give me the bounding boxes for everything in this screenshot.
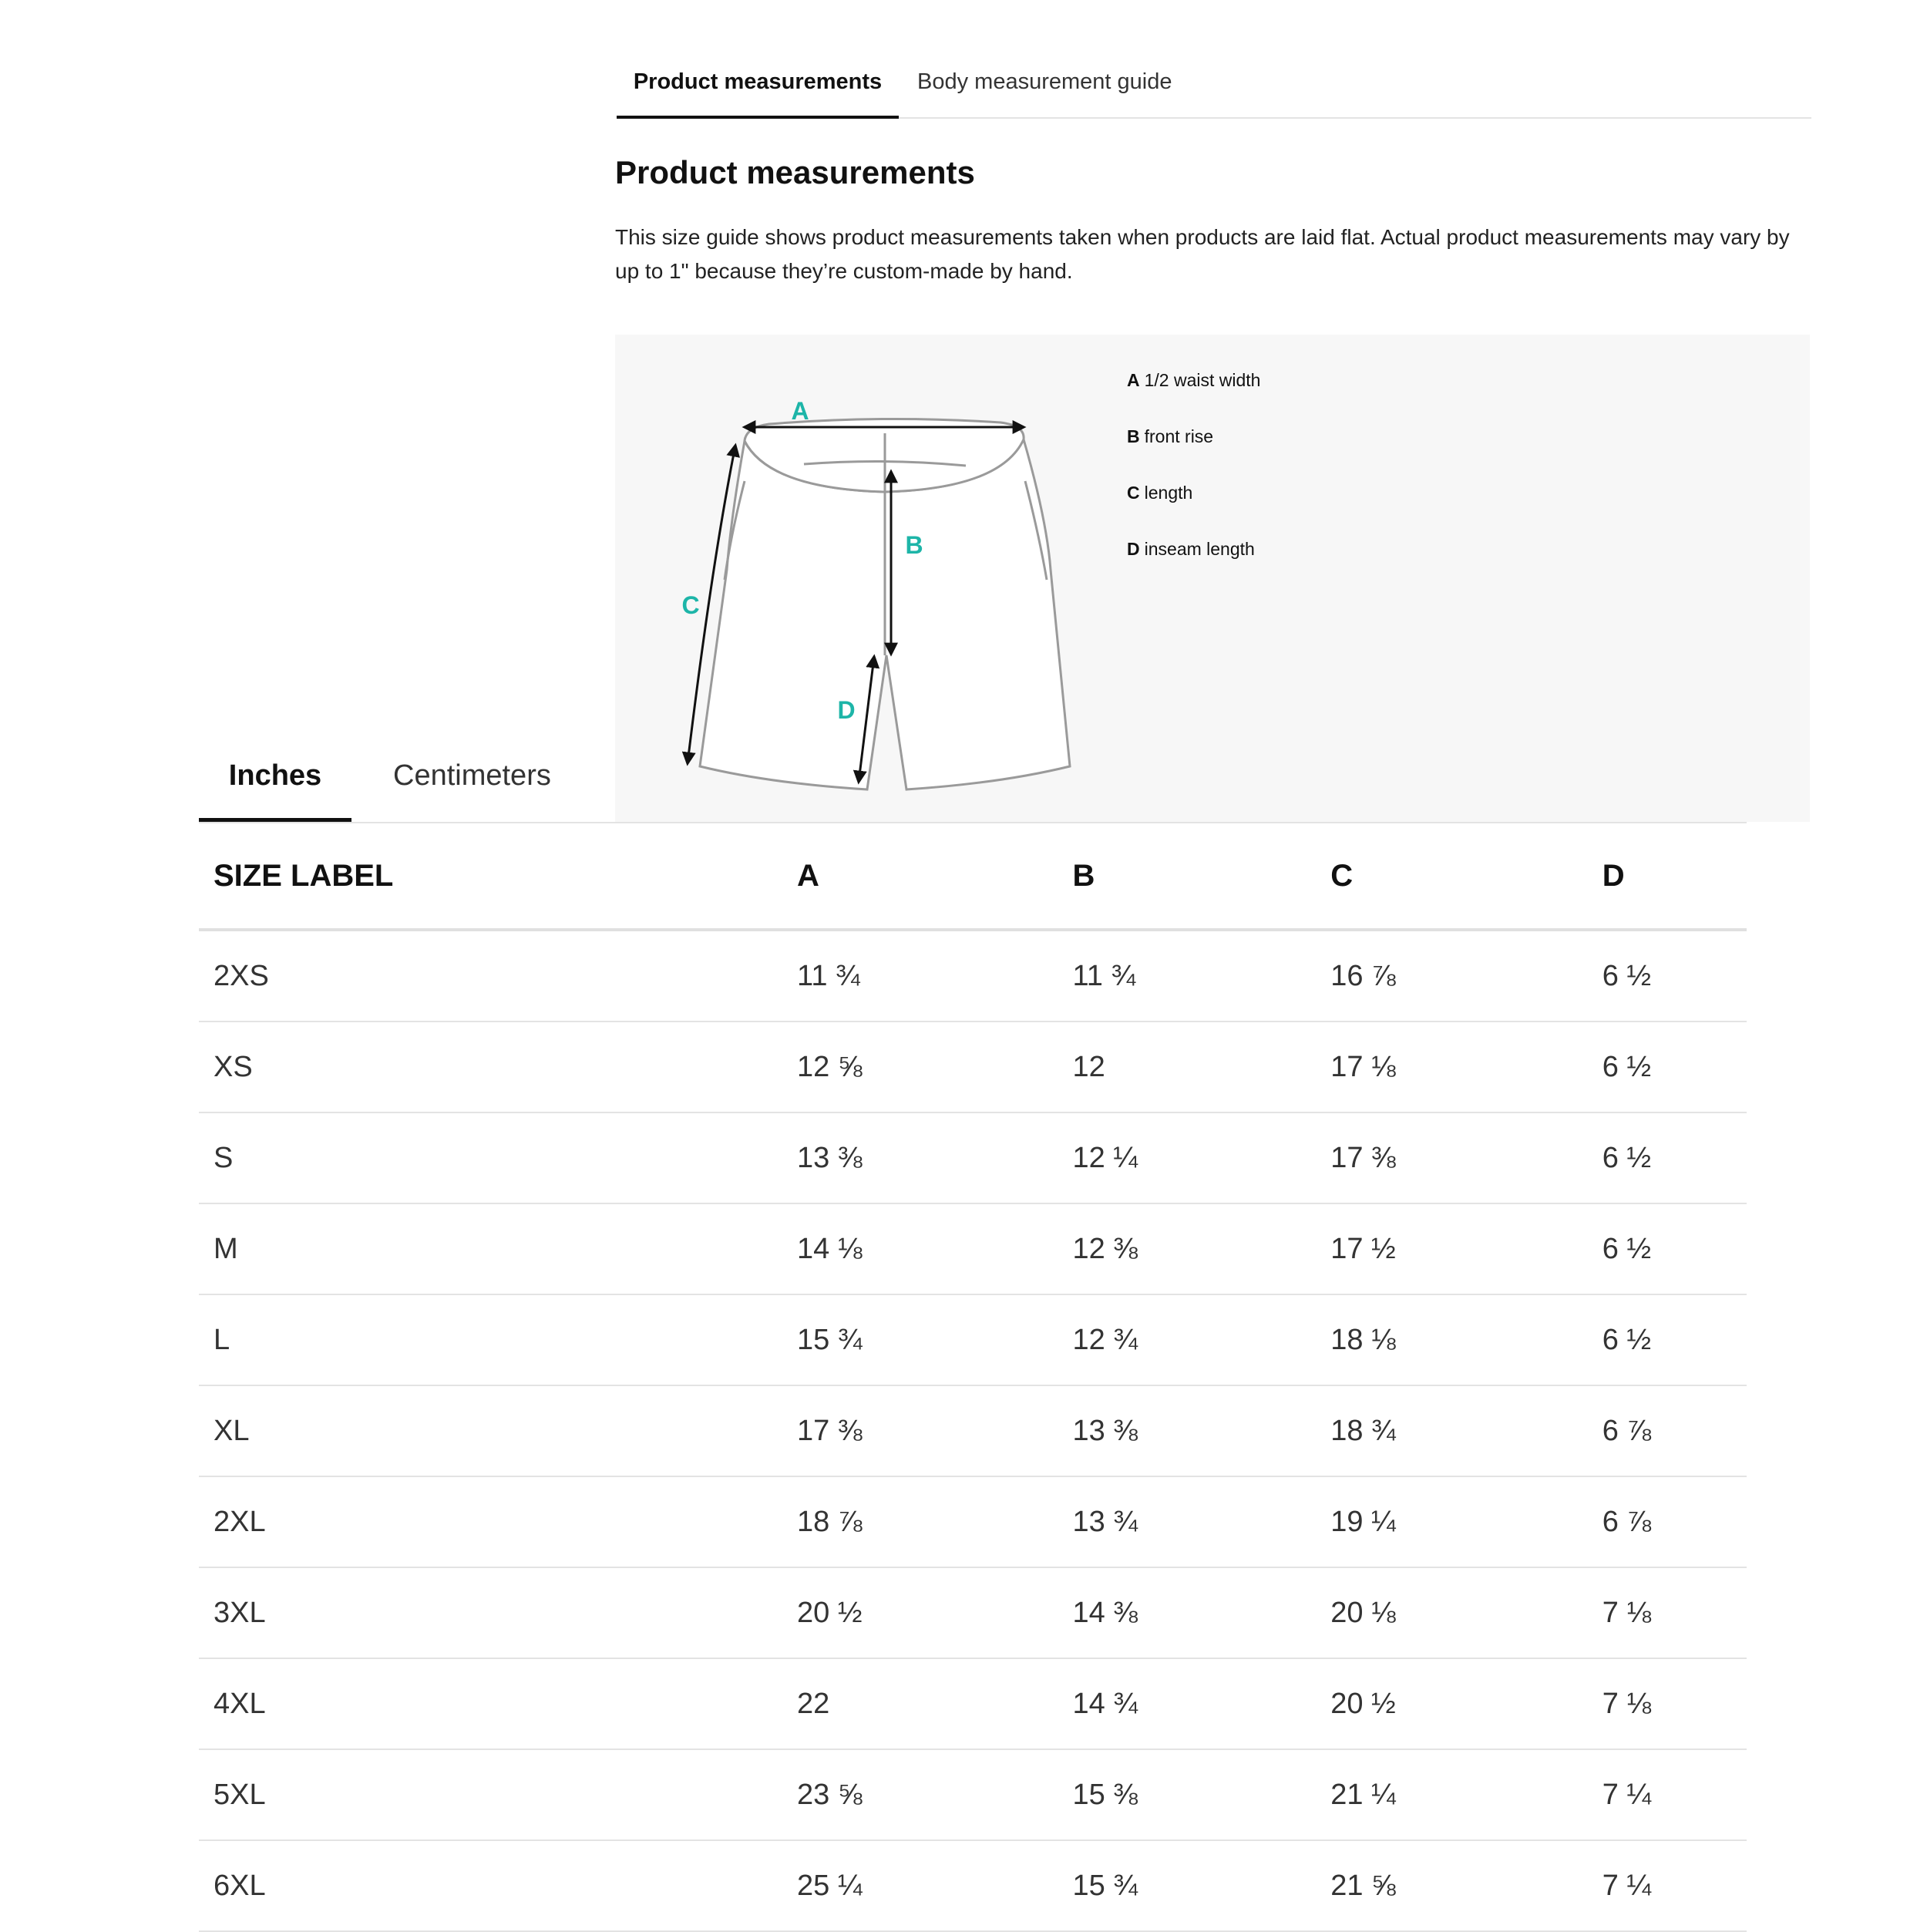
measurement-cell: 17 ⅜ [1330, 1112, 1602, 1203]
table-row [199, 1112, 1747, 1203]
measurement-cell: 13 ⅜ [1072, 1385, 1330, 1476]
size-label-cell: XL [199, 1385, 797, 1476]
legend-text: length [1144, 483, 1193, 503]
marker-d: D [837, 696, 856, 724]
header-c: C [1330, 823, 1602, 930]
size-table [199, 823, 1747, 1932]
marker-a: A [791, 397, 809, 425]
legend-key: C [1127, 483, 1140, 503]
measurement-cell: 7 ¼ [1602, 1749, 1747, 1840]
measurement-cell: 6 ½ [1602, 1203, 1747, 1294]
measurement-cell: 12 ¼ [1072, 1112, 1330, 1203]
size-label-cell: 2XS [199, 930, 797, 1022]
measurement-cell: 6 ½ [1602, 930, 1747, 1022]
legend-key: A [1127, 370, 1140, 390]
tab-centimeters[interactable]: Centimeters [393, 759, 551, 792]
measurement-cell: 17 ⅜ [797, 1385, 1072, 1476]
measurement-cell: 13 ¾ [1072, 1476, 1330, 1567]
table-row [199, 1840, 1747, 1931]
measurement-cell: 20 ½ [1330, 1658, 1602, 1749]
header-b: B [1072, 823, 1330, 930]
table-header-row [199, 823, 1747, 930]
measurement-cell: 18 ⅞ [797, 1476, 1072, 1567]
measurement-cell: 23 ⅝ [797, 1749, 1072, 1840]
measurement-cell: 6 ½ [1602, 1294, 1747, 1385]
legend-item [1127, 539, 1260, 595]
table-body [199, 930, 1747, 1931]
table-row [199, 1476, 1747, 1567]
measurement-cell: 21 ⅝ [1330, 1840, 1602, 1931]
size-label-cell: 4XL [199, 1658, 797, 1749]
table-row [199, 1749, 1747, 1840]
measurement-cell: 12 ⅝ [797, 1022, 1072, 1112]
measurement-cell: 14 ⅜ [1072, 1567, 1330, 1658]
measurement-cell: 12 ¾ [1072, 1294, 1330, 1385]
size-label-cell: S [199, 1112, 797, 1203]
table-row [199, 1203, 1747, 1294]
table-row [199, 1658, 1747, 1749]
measurement-cell: 11 ¾ [797, 930, 1072, 1022]
measurement-cell: 12 ⅜ [1072, 1203, 1330, 1294]
size-label-cell: XS [199, 1022, 797, 1112]
table-row [199, 930, 1747, 1022]
measurement-cell: 19 ¼ [1330, 1476, 1602, 1567]
measurement-cell: 18 ¾ [1330, 1385, 1602, 1476]
measurement-cell: 6 ⅞ [1602, 1476, 1747, 1567]
table-row [199, 1294, 1747, 1385]
legend-key: D [1127, 539, 1140, 559]
measurement-cell: 15 ¾ [1072, 1840, 1330, 1931]
measurement-cell: 17 ½ [1330, 1203, 1602, 1294]
measurement-cell: 6 ½ [1602, 1112, 1747, 1203]
measurement-diagram-panel [615, 335, 1810, 822]
marker-c: C [681, 591, 700, 619]
measurement-tabs [617, 54, 1811, 119]
measurement-cell: 7 ¼ [1602, 1840, 1747, 1931]
measurement-cell: 22 [797, 1658, 1072, 1749]
measurement-cell: 13 ⅜ [797, 1112, 1072, 1203]
measurement-cell: 21 ¼ [1330, 1749, 1602, 1840]
size-label-cell: 5XL [199, 1749, 797, 1840]
legend-item [1127, 426, 1260, 483]
marker-b: B [905, 531, 923, 559]
legend-item [1127, 483, 1260, 539]
legend-text: 1/2 waist width [1144, 370, 1261, 390]
measurement-cell: 15 ⅜ [1072, 1749, 1330, 1840]
table-row [199, 1385, 1747, 1476]
table-row [199, 1022, 1747, 1112]
measurement-cell: 14 ¾ [1072, 1658, 1330, 1749]
table-row [199, 1567, 1747, 1658]
section-description: This size guide shows product measurements taken when products are laid flat. Actual product measurements may vary by up to 1" because they’re custom-made by hand. [615, 225, 1790, 283]
header-d: D [1602, 823, 1747, 930]
measurement-cell: 20 ⅛ [1330, 1567, 1602, 1658]
size-label-cell: L [199, 1294, 797, 1385]
size-label-cell: M [199, 1203, 797, 1294]
legend-text: front rise [1144, 426, 1214, 446]
measurement-cell: 6 ½ [1602, 1022, 1747, 1112]
measurement-cell: 18 ⅛ [1330, 1294, 1602, 1385]
legend-item [1127, 370, 1260, 426]
measurement-cell: 16 ⅞ [1330, 930, 1602, 1022]
shorts-diagram [615, 335, 1108, 822]
measurement-cell: 7 ⅛ [1602, 1567, 1747, 1658]
size-label-cell: 3XL [199, 1567, 797, 1658]
size-label-cell: 2XL [199, 1476, 797, 1567]
measurement-cell: 12 [1072, 1022, 1330, 1112]
header-size-label: SIZE LABEL [199, 823, 797, 930]
tab-inches[interactable]: Inches [199, 745, 351, 822]
size-label-cell: 6XL [199, 1840, 797, 1931]
unit-tabs [199, 745, 615, 822]
legend-text: inseam length [1144, 539, 1255, 559]
legend-key: B [1127, 426, 1140, 446]
measurement-cell: 6 ⅞ [1602, 1385, 1747, 1476]
measurement-cell: 15 ¾ [797, 1294, 1072, 1385]
measurement-cell: 14 ⅛ [797, 1203, 1072, 1294]
measurement-cell: 25 ¼ [797, 1840, 1072, 1931]
diagram-legend [1127, 370, 1260, 595]
section-title: Product measurements [615, 154, 975, 190]
measurement-cell: 7 ⅛ [1602, 1658, 1747, 1749]
header-a: A [797, 823, 1072, 930]
tab-product-measurements[interactable]: Product measurements [617, 54, 899, 117]
measurement-cell: 11 ¾ [1072, 930, 1330, 1022]
measurement-cell: 20 ½ [797, 1567, 1072, 1658]
tab-body-measurement-guide[interactable]: Body measurement guide [917, 69, 1172, 94]
measurement-cell: 17 ⅛ [1330, 1022, 1602, 1112]
